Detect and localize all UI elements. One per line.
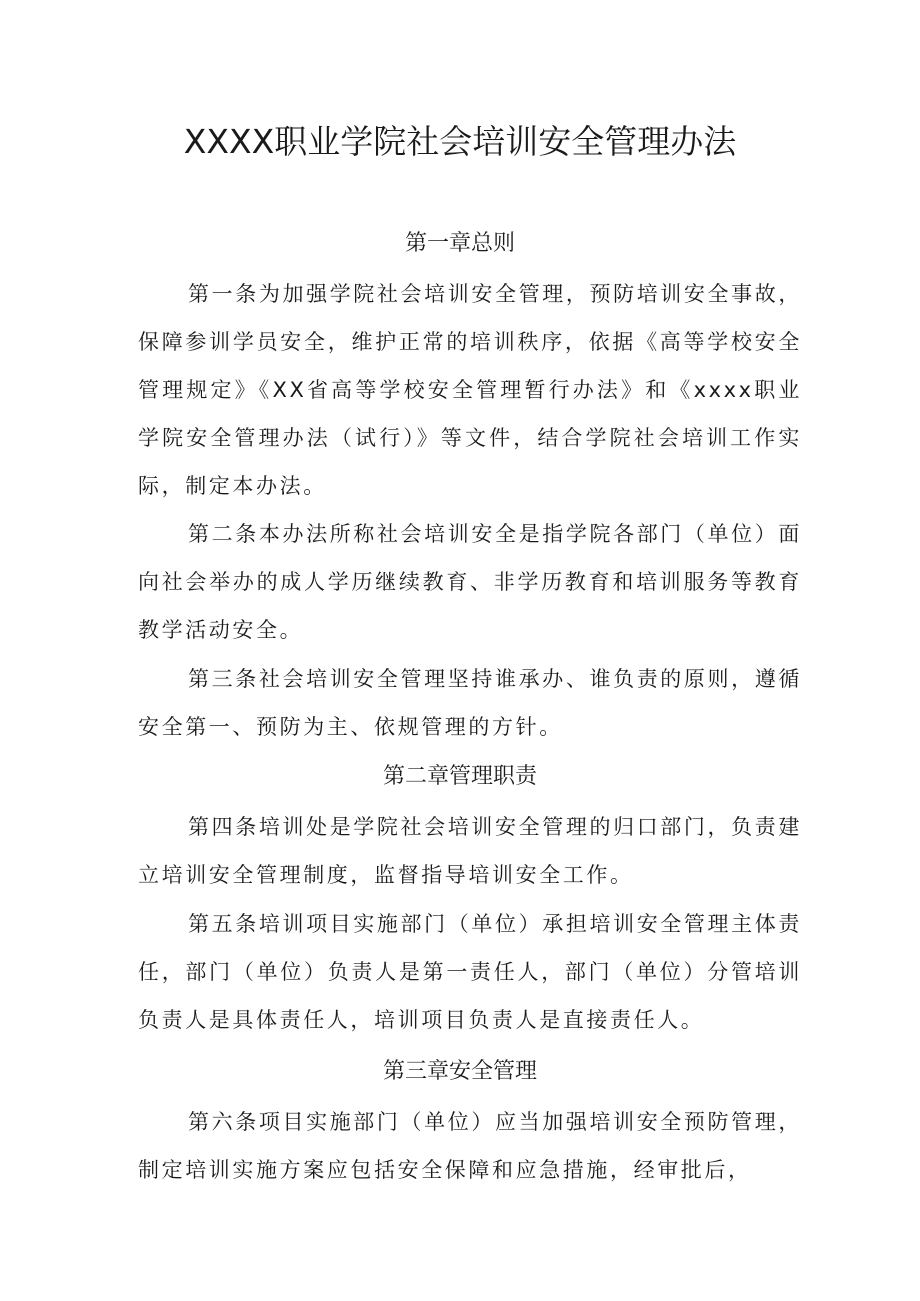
- document-title: XXXX职业学院社会培训安全管理办法: [183, 122, 737, 161]
- article-3: 第三条社会培训安全管理坚持谁承办、谁负责的原则，遵循安全第一、预防为主、依规管理的方针。: [138, 667, 802, 739]
- article-4: 第四条培训处是学院社会培训安全管理的归口部门，负责建立培训安全管理制度，监督指导培训安全工作。: [138, 815, 802, 887]
- chapter-1-heading: 第一章总则: [404, 231, 515, 256]
- chapter-3-heading: 第三章安全管理: [382, 1059, 537, 1084]
- article-1: 第一条为加强学院社会培训安全管理，预防培训安全事故，保障参训学员安全，维护正常的培训秩序，依据《高等学校安全管理规定》《XX省高等学校安全管理暂行办法》和《xxxx职业学院安全管理办法（试行）》等文件，结合学院社会培训工作实际，制定本办法。: [138, 282, 802, 498]
- article-2: 第二条本办法所称社会培训安全是指学院各部门（单位）面向社会举办的成人学历继续教育、非学历教育和培训服务等教育教学活动安全。: [138, 522, 802, 642]
- article-6: 第六条项目实施部门（单位）应当加强培训安全预防管理，制定培训实施方案应包括安全保障和应急措施，经审批后，: [138, 1110, 802, 1182]
- chapter-2-heading: 第二章管理职责: [382, 764, 537, 789]
- article-5: 第五条培训项目实施部门（单位）承担培训安全管理主体责任，部门（单位）负责人是第一责任人，部门（单位）分管培训负责人是具体责任人，培训项目负责人是直接责任人。: [138, 912, 802, 1032]
